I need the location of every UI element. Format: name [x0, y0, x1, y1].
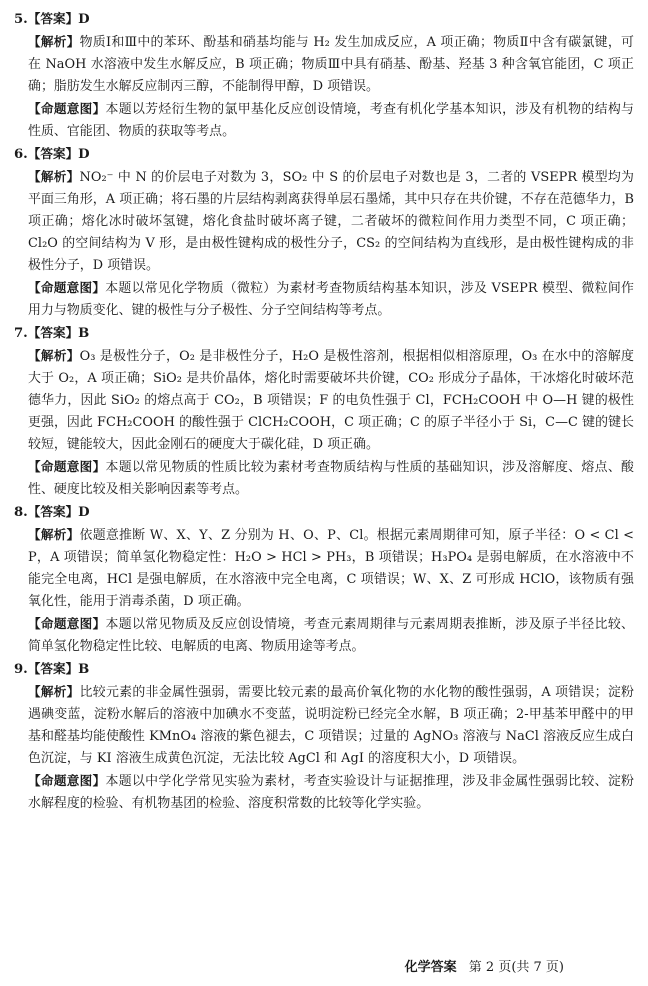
intent-label: 【命题意图】: [28, 616, 106, 631]
analysis-label: 【解析】: [28, 34, 80, 49]
answer-line: [14, 322, 634, 345]
intent-text: 本题以常见化学物质（微粒）为素材考查物质结构基本知识，涉及 VSEPR 模型、微粒间作用力与物质变化、键的极性与分子极性、分子空间结构等考点。: [28, 281, 634, 318]
answer-line: [14, 501, 634, 524]
analysis-text: 物质Ⅰ和Ⅲ中的苯环、酚基和硝基均能与 H₂ 发生加成反应，A 项正确；物质Ⅱ中含有碳氯键，可在 NaOH 水溶液中发生水解反应，B 项正确；物质Ⅲ中具有硝基、酚基、羟基 3 种含氧官能团，C 项正确；脂肪发生水解反应制丙三醇，不能制得甲醇，D 项错误。: [28, 35, 634, 94]
intent-paragraph: [28, 98, 634, 143]
analysis-text: 依题意推断 W、X、Y、Z 分别为 H、O、P、Cl。根据元素周期律可知，原子半径：O < Cl < P，A 项错误；简单氢化物稳定性：H₂O > HCl > PH₃，B 项错误；H₃PO₄ 是弱电解质，在水溶液中不能完全电离，HCl 是强电解质，在水溶液中完全电离，C 项错误；W、X、Z 可形成 HClO，该物质有强氧化性，能用于消毒杀菌，D 项正确。: [28, 528, 635, 609]
intent-text: 本题以常见物质的性质比较为素材考查物质结构与性质的基础知识，涉及溶解度、熔点、酸性、硬度比较及相关影响因素等考点。: [28, 460, 634, 497]
analysis-paragraph: [28, 166, 634, 277]
analysis-label: 【解析】: [28, 348, 80, 363]
question-list: [14, 8, 634, 815]
intent-label: 【命题意图】: [28, 459, 106, 474]
answer-line: [14, 658, 634, 681]
answer-label: 【答案】: [27, 661, 79, 676]
intent-paragraph: [28, 277, 634, 322]
analysis-text: 比较元素的非金属性强弱，需要比较元素的最高价氧化物的水化物的酸性强弱，A 项错误；淀粉遇碘变蓝，淀粉水解后的溶液中加碘水不变蓝，说明淀粉已经完全水解，B 项正确；2-甲基苯甲醛中的甲基和醛基均能使酸性 KMnO₄ 溶液的紫色褪去，C 项错误；过量的 AgNO₃ 溶液与 NaCl 溶液反应生成白色沉淀，与 KI 溶液生成黄色沉淀，无法比较 AgCl 和 AgI 的溶度积大小，D 项错误。: [28, 685, 634, 766]
answer-value: D: [78, 505, 90, 520]
intent-paragraph: [28, 613, 634, 658]
intent-text: 本题以常见物质及反应创设情境，考查元素周期律与元素周期表推断，涉及原子半径比较、简单氢化物稳定性比较、电解质的电离、物质用途等考点。: [28, 617, 634, 654]
question-number: 7.: [14, 326, 28, 341]
answer-line: [14, 8, 634, 31]
page-footer: [405, 958, 564, 978]
analysis-label: 【解析】: [28, 169, 80, 184]
analysis-paragraph: [28, 524, 634, 613]
answer-label: 【答案】: [27, 146, 79, 161]
answer-label: 【答案】: [27, 504, 79, 519]
question-item: [14, 658, 634, 815]
intent-label: 【命题意图】: [28, 280, 106, 295]
analysis-label: 【解析】: [28, 527, 80, 542]
footer-subject: 化学答案: [404, 960, 457, 975]
answer-value: D: [78, 12, 90, 27]
analysis-text: NO₂⁻ 中 N 的价层电子对数为 3，SO₂ 中 S 的价层电子对数也是 3，二者的 VSEPR 模型均为平面三角形，A 项正确；将石墨的片层结构剥离获得单层石墨烯，其中只存在共价键，不存在范德华力，B 项正确；熔化冰时破坏氢键，熔化食盐时破坏离子键，二者破坏的微粒间作用力类型不同，C 项正确；Cl₂O 的空间结构为 V 形，是由极性键构成的极性分子，CS₂ 的空间结构为直线形，是由极性键构成的非极性分子，D 项错误。: [28, 170, 634, 273]
analysis-label: 【解析】: [28, 684, 80, 699]
question-item: [14, 501, 634, 658]
intent-label: 【命题意图】: [28, 773, 106, 788]
analysis-paragraph: [28, 681, 634, 770]
answer-label: 【答案】: [27, 11, 79, 26]
question-item: [14, 8, 634, 143]
analysis-paragraph: [28, 345, 634, 456]
answer-value: B: [78, 326, 90, 341]
question-number: 5.: [14, 12, 28, 27]
question-number: 9.: [14, 662, 28, 677]
answer-value: D: [78, 147, 90, 162]
question-number: 6.: [14, 147, 28, 162]
intent-paragraph: [28, 770, 634, 815]
answer-line: [14, 143, 634, 166]
intent-label: 【命题意图】: [28, 101, 106, 116]
analysis-paragraph: [28, 31, 634, 98]
footer-page-number: 第 2 页(共 7 页): [468, 960, 564, 975]
question-number: 8.: [14, 505, 28, 520]
intent-text: 本题以芳烃衍生物的氯甲基化反应创设情境，考查有机化学基本知识，涉及有机物的结构与性质、官能团、物质的获取等考点。: [28, 102, 634, 139]
analysis-text: O₃ 是极性分子，O₂ 是非极性分子，H₂O 是极性溶剂，根据相似相溶原理，O₃ 在水中的溶解度大于 O₂，A 项正确；SiO₂ 是共价晶体，熔化时需要破坏共价键，CO₂ 形成分子晶体，干冰熔化时破坏范德华力，因此 SiO₂ 的熔点高于 CO₂，B 项错误；F 的电负性强于 Cl，FCH₂COOH 中 O—H 键的极性更强，因此 FCH₂COOH 的酸性强于 ClCH₂COOH，C 项正确；C 的原子半径小于 Si，C—C 键的键长较短，键能较大，因此金刚石的硬度大于碳化硅，D 项正确。: [28, 349, 634, 452]
answer-value: B: [78, 662, 90, 677]
intent-text: 本题以中学化学常见实验为素材，考查实验设计与证据推理，涉及非金属性强弱比较、淀粉水解程度的检验、有机物基团的检验、溶度积常数的比较等化学实验。: [28, 774, 634, 811]
intent-paragraph: [28, 456, 634, 501]
question-item: [14, 322, 634, 501]
answer-label: 【答案】: [27, 325, 79, 340]
question-item: [14, 143, 634, 322]
